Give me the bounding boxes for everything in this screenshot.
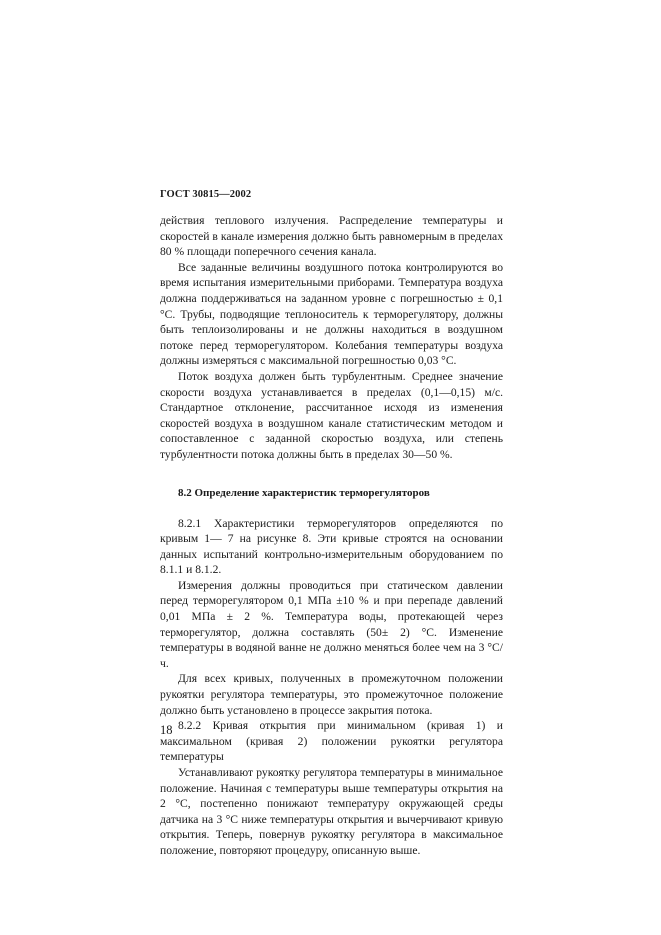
paragraph: 8.2.1 Характеристики терморегуляторов определяются по кривым 1— 7 на рисунке 8. Эти кривые строятся на основании данных испытаний контрольно-измерительным оборудованием по 8.1.1 и 8.1.2. <box>160 516 503 577</box>
paragraph: Устанавливают рукоятку регулятора температуры в минимальное положение. Начиная с температуры выше температуры открытия на 2 °С, постепенно понижают температуру окружающей среды датчика на 3 °С ниже температуры открытия и вычерчивают кривую открытия. Теперь, повернув рукоятку регулятора в максимальное положение, повторяют процедуру, описанную выше. <box>160 766 503 857</box>
paragraph: 8.2.2 Кривая открытия при минимальном (кривая 1) и максимальном (кривая 2) положении рукоятки регулятора температуры <box>160 719 503 764</box>
document-header: ГОСТ 30815—2002 <box>160 189 252 200</box>
paragraph: Для всех кривых, полученных в промежуточном положении рукоятки регулятора температуры, это промежуточное положение должно быть установлено в процессе закрытия потока. <box>160 672 503 717</box>
page-number: 18 <box>160 723 173 737</box>
paragraph: Измерения должны проводиться при статическом давлении перед терморегулятором 0,1 МПа ±10 % и при перепаде давлений 0,01 МПа ± 2 %. Температура воды, протекающей через терморегулятор, должна составлять (50± 2) °С. Изменение температуры в водяной ванне не должно меняться более чем на 3 °С/ч. <box>160 578 503 670</box>
body-text <box>160 213 503 859</box>
paragraph: Все заданные величины воздушного потока контролируются во время испытания измерительными приборами. Температура воздуха должна поддерживаться на заданном уровне с погрешностью ± 0,1 °С. Трубы, подводящие теплоноситель к терморегулятору, должны быть теплоизолированы и не должны находиться в воздушном потоке перед терморегулятором. Колебания температуры воздуха должны измеряться с максимальной погрешностью 0,03 °С. <box>160 260 503 368</box>
paragraphs-top <box>160 213 503 463</box>
section-heading: 8.2 Определение характеристик терморегуляторов <box>178 486 430 499</box>
paragraphs-bottom <box>160 516 503 859</box>
paragraph: действия теплового излучения. Распределение температуры и скоростей в канале измерения должно быть равномерным в пределах 80 % площади поперечного сечения канала. <box>160 214 503 259</box>
paragraph: Поток воздуха должен быть турбулентным. Среднее значение скорости воздуха устанавливается в пределах (0,1—0,15) м/с. Стандартное отклонение, рассчитанное исходя из изменения скоростей воздуха в воздушном канале статистическим методом и сопоставленное с заданной скоростью воздуха, или степень турбулентности потока должны быть в пределах 30—50 %. <box>160 369 503 461</box>
